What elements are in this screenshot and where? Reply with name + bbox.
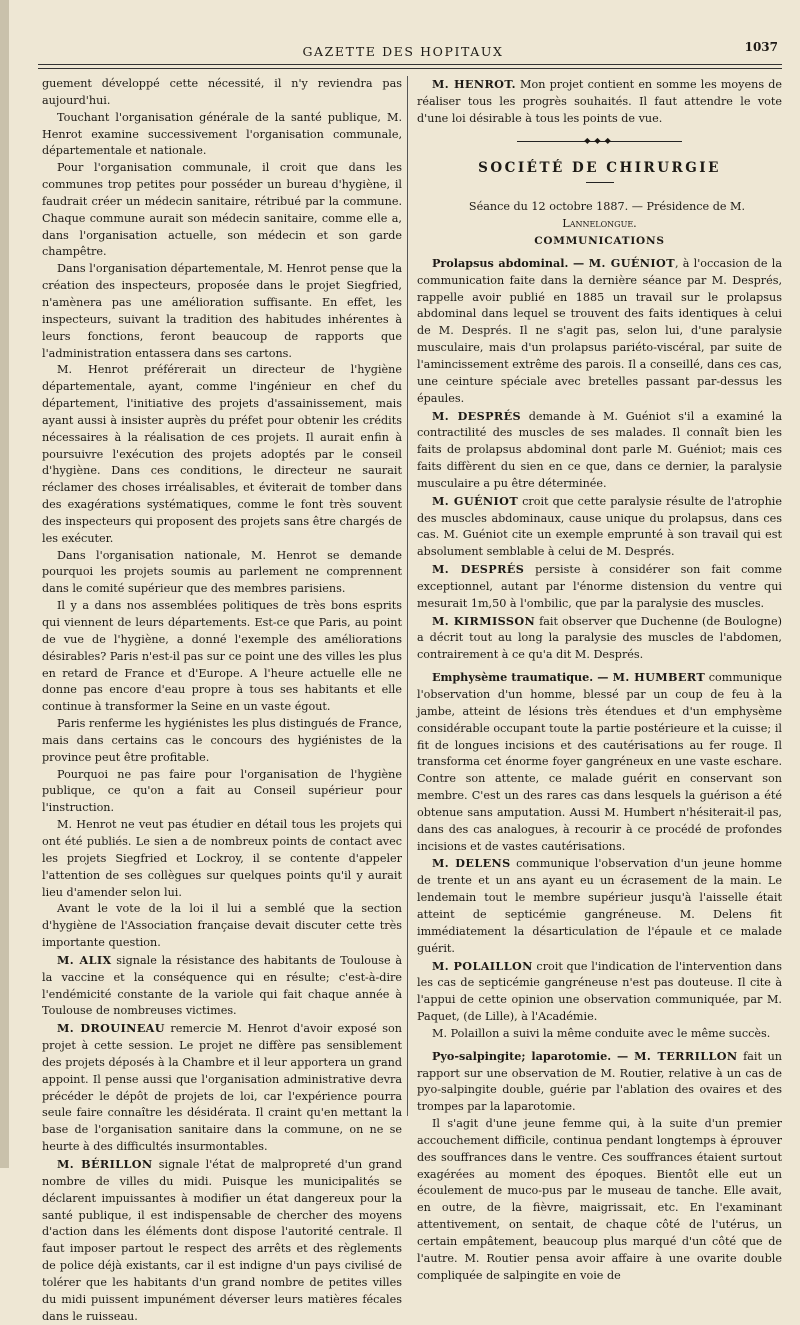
left-column xyxy=(42,76,402,1325)
paragraph-text: signale l'état de malpropreté d'un grand nombre de villes du midi. Puisque les municipalités se déclarent impuissantes à modifier un état dangereux pour la santé publique, il est indispensable de chercher des moyens d'action dans les éléments dont dispose l'autorité centrale. Il faut imposer partout le respect des arrêts et des règlements de police déjà existants, car il est indigne d'un pays civilisé de tolérer que les habitants d'un grand nombre de petites villes du midi puissent impunément déverser leurs matières fécales dans le ruisseau. xyxy=(42,1158,402,1323)
communications-heading: COMMUNICATIONS xyxy=(534,235,665,248)
paragraph xyxy=(417,255,782,408)
paragraph: Pourquoi ne pas faire pour l'organisation de l'hygiène publique, ce qu'on a fait au Conseil supérieur pour l'instruction. xyxy=(42,767,402,815)
topic-lead: Emphysème traumatique. — xyxy=(432,670,613,685)
paragraph: Touchant l'organisation générale de la santé publique, M. Henrot examine successivement l'organisation communale, départementale et nationale. xyxy=(42,110,402,158)
seance-text: Séance du 12 octobre 1887. — Présidence de M. xyxy=(468,200,746,214)
speaker-name: M. DROUINEAU xyxy=(57,1021,165,1036)
title-rule xyxy=(586,182,614,183)
right-column xyxy=(417,76,782,1285)
paragraph: Dans l'organisation départementale, M. Henrot pense que la création des inspecteurs, proposée dans le projet Siegfried, n'amènera pas une amélioration suffisante. En effet, les inspecteurs, suivant la tradition des habitudes inhérentes à leurs fonctions, feront beaucoup de rapports que l'administration entassera dans ses cartons. xyxy=(42,262,402,360)
paragraph-text: communique l'observation d'un jeune homme de trente et un ans ayant eu un écrasement de la main. Le lendemain tout le membre supérieur jusqu'à l'aisselle était atteint de septicémie gangréneuse. M. Delens fit immédiatement la désarticulation de l'épaule et ce malade guérit. xyxy=(417,857,782,955)
paragraph-text: fait un rapport sur une observation de M. Routier, relative à un cas de pyo-salpingite double, guérie par l'ablation des ovaires et des trompes par la laparotomie. xyxy=(417,1049,782,1114)
paragraph-text: Mon projet contient en somme les moyens de réaliser tous les progrès souhaités. Il faut attendre le vote d'une loi désirable à tous les points de vue. xyxy=(417,78,782,125)
paragraph-text: communique l'observation d'un homme, blessé par un coup de feu à la jambe, atteint de lésions très étendues et d'un emphysème considérable occupant toute la partie postérieure et la cuisse; il fit de longues incisions et des cautérisations au fer rouge. Il transforma cet énorme foyer gangréneux en une vaste eschare. Contre son attente, ce malade guérit en conservant son membre. C'est un des rares cas dans lesquels la guérison a été obtenue sans amputation. Aussi M. Humbert n'hésiterait-il pas, dans des cas analogues, à recourir à ce procédé de profondes incisions et de vastes cautérisations. xyxy=(417,671,782,853)
speaker-name: M. TERRILLON xyxy=(634,1048,738,1063)
paragraph-text: croit que cette paralysie résulte de l'atrophie des muscles abdominaux, cause unique du prolapsus, dans ces cas. M. Guéniot cite un exemple emprunté à son travail qui est absolument semblable à celui de M. Després. xyxy=(417,494,782,559)
paragraph-text: , à l'occasion de la communication faite dans la dernière séance par M. Després, rappelle avoir publié en 1885 un travail sur le prolapsus abdominal dans lequel se trouvent des faits identiques à celui de M. Després. Il ne s'agit pas, selon lui, d'une paralysie musculaire, mais d'un prolapsus pariéto-viscéral, par suite de l'amincissement extrême des parois. Il a conseillé, dans ces cas, une ceinture spéciale avec bretelles passant par-dessus les épaules. xyxy=(417,256,782,405)
speaker-name: M. DESPRÉS xyxy=(432,408,521,423)
paragraph: Pour l'organisation communale, il croit que dans les communes trop petites pour posséder un bureau d'hygiène, il faudrait créer un médecin sanitaire, rétribué par la commune. Chaque commune aurait son médecin sanitaire, comme elle a, dans l'organisation actuelle, son médecin et son garde champêtre. xyxy=(42,161,402,259)
speaker-name: M. GUÉNIOT xyxy=(588,255,675,270)
running-title: GAZETTE DES HOPITAUX xyxy=(302,44,504,59)
speaker-name: M. KIRMISSON xyxy=(432,613,536,628)
topic-lead: Prolapsus abdominal. — xyxy=(432,255,589,270)
paragraph xyxy=(417,958,782,1026)
seance-line xyxy=(417,199,782,233)
paragraph: M. Henrot préférerait un directeur de l'hygiène départementale, ayant, comme l'ingénieur en chef du département, l'initiative des projets d'assainissement, mais ayant aussi à insister auprès du préfet pour obtenir les crédits nécessaires à la réalisation de ces projets. Il aurait enfin à poursuivre l'exécution des projets adoptés par le conseil d'hygiène. Dans ces conditions, le directeur ne saurait réclamer des choses irréalisables, et éviterait de tomber dans des exagérations systématiques, comme le font très souvent des inspecteurs qui proposent des projets sans être chargés de les exécuter. xyxy=(42,363,402,545)
speaker-name: M. DELENS xyxy=(432,856,511,871)
paragraph: Paris renferme les hygiénistes les plus distingués de France, mais dans certains cas le concours des hygiénistes de la province peut être profitable. xyxy=(42,717,402,764)
paragraph: Avant le vote de la loi il lui a semblé que la section d'hygiène de l'Association française devait discuter cette très importante question. xyxy=(42,902,402,950)
section-title: SOCIÉTÉ DE CHIRURGIE xyxy=(478,159,721,176)
column-separator xyxy=(407,76,408,1116)
paragraph: M. Henrot ne veut pas étudier en détail tous les projets qui ont été publiés. Le sien a de nombreux points de contact avec les projets Siegfried et Lockroy, il se contente d'appeler l'attention de ses collègues sur quelques points qu'il y aurait lieu d'amender selon lui. xyxy=(42,818,402,899)
paragraph-text: signale la résistance des habitants de Toulouse à la vaccine et la conséquence qui en résulte; c'est-à-dire l'endémicité constante de la variole qui fait chaque année à Toulouse de nombreuses victimes. xyxy=(42,953,402,1018)
speaker-name: M. DESPRÉS xyxy=(432,562,525,577)
speaker-name: M. BÉRILLON xyxy=(57,1157,153,1171)
paragraph xyxy=(42,1020,402,1156)
paragraph xyxy=(42,952,402,1020)
paragraph xyxy=(417,561,782,613)
paragraph-text: demande à M. Guéniot s'il a examiné la contractilité des muscles de ses malades. Il connaît bien les faits de prolapsus abdominal dont parle M. Guéniot; mais ces faits diffèrent du sien en ce que, dans ce dernier, la paralysie musculaire a pu être déterminée. xyxy=(417,409,782,490)
speaker-name: M. HUMBERT xyxy=(612,670,706,685)
newspaper-page xyxy=(12,0,794,1323)
speaker-name: M. GUÉNIOT xyxy=(432,493,519,508)
paragraph-text: croit que l'indication de l'intervention dans les cas de septicémie gangréneuse n'est pas douteuse. Il cite à l'appui de cette opinion une observation communiquée, par M. Paquet, (de Lille), à l'Académie. xyxy=(417,959,782,1024)
paragraph: Il y a dans nos assemblées politiques de très bons esprits qui viennent de leurs départements. Est-ce que Paris, au point de vue de l'hygiène, a donné l'exemple des améliorations désirables? Paris n'est-il pas sur ce point une des villes les plus en retard de France et d'Europe. A l'heure actuelle elle ne donne pas encore d'eau propre à tous ses habitants et elle continue à transformer la Seine en un vaste égout. xyxy=(42,599,402,714)
paragraph xyxy=(417,1048,782,1116)
paragraph xyxy=(417,613,782,665)
paragraph: Dans l'organisation nationale, M. Henrot se demande pourquoi les projets soumis au parlement ne comprennent dans le comité supérieur que des membres parisiens. xyxy=(42,548,402,596)
page-header xyxy=(12,40,794,64)
paragraph: guement développé cette nécessité, il n'y reviendra pas aujourd'hui. xyxy=(42,77,402,107)
paragraph: M. Polaillon a suivi la même conduite avec le même succès. xyxy=(432,1026,771,1040)
paragraph xyxy=(417,493,782,561)
topic-lead: Pyo-salpingite; laparotomie. — xyxy=(432,1048,635,1063)
paragraph xyxy=(417,669,782,855)
paragraph xyxy=(417,855,782,957)
header-double-rule xyxy=(38,64,782,69)
paragraph-text: fait observer que Duchenne (de Boulogne) a décrit tout au long la paralysie des muscles de l'abdomen, contrairement à ce qu'a dit M. Després. xyxy=(417,614,782,662)
paragraph-text: persiste à considérer son fait comme exceptionnel, autant par l'énorme distension du ventre qui mesurait 1m,50 à l'ombilic, que par la paralysie des muscles. xyxy=(417,563,782,610)
paragraph xyxy=(42,1156,402,1325)
president-name: Lannelongue. xyxy=(562,217,637,231)
speaker-name: M. HENROT. xyxy=(432,77,516,91)
speaker-name: M. POLAILLON xyxy=(432,958,533,973)
paragraph-text: remercie M. Henrot d'avoir exposé son projet à cette session. Le projet ne diffère pas sensiblement des projets déposés à la Chambre et il leur apportera un grand appoint. Il pense aussi que l'organisation administrative devra précéder le dépôt de projets de loi, car l'expérience pourra seule faire connaître les désidérata. Il craint qu'en mettant la base de l'organisation sanitaire dans la commune, on ne se heurte à des difficultés insurmontables. xyxy=(42,1022,402,1154)
speaker-name: M. ALIX xyxy=(57,952,112,967)
page-number: 1037 xyxy=(744,40,778,54)
paragraph: Il s'agit d'une jeune femme qui, à la suite d'un premier accouchement difficile, continua pendant longtemps à éprouver des souffrances dans le ventre. Ces souffrances étaient surtout exagérées au moment des époques. Bientôt elle eut un écoulement de muco-pus par le museau de tanche. Elle avait, en outre, de la fièvre, maigrissait, etc. En l'examinant attentivement, on sentait, de chaque côté de l'utérus, un certain empâtement, beaucoup plus marqué d'un côté que de l'autre. M. Routier pensa avoir affaire à une ovarite double compliquée de salpingite en voie de xyxy=(417,1117,782,1282)
ornamental-divider: ◆◆◆ xyxy=(417,134,782,148)
page-edge xyxy=(0,0,9,1168)
paragraph xyxy=(417,408,782,493)
paragraph xyxy=(417,76,782,128)
